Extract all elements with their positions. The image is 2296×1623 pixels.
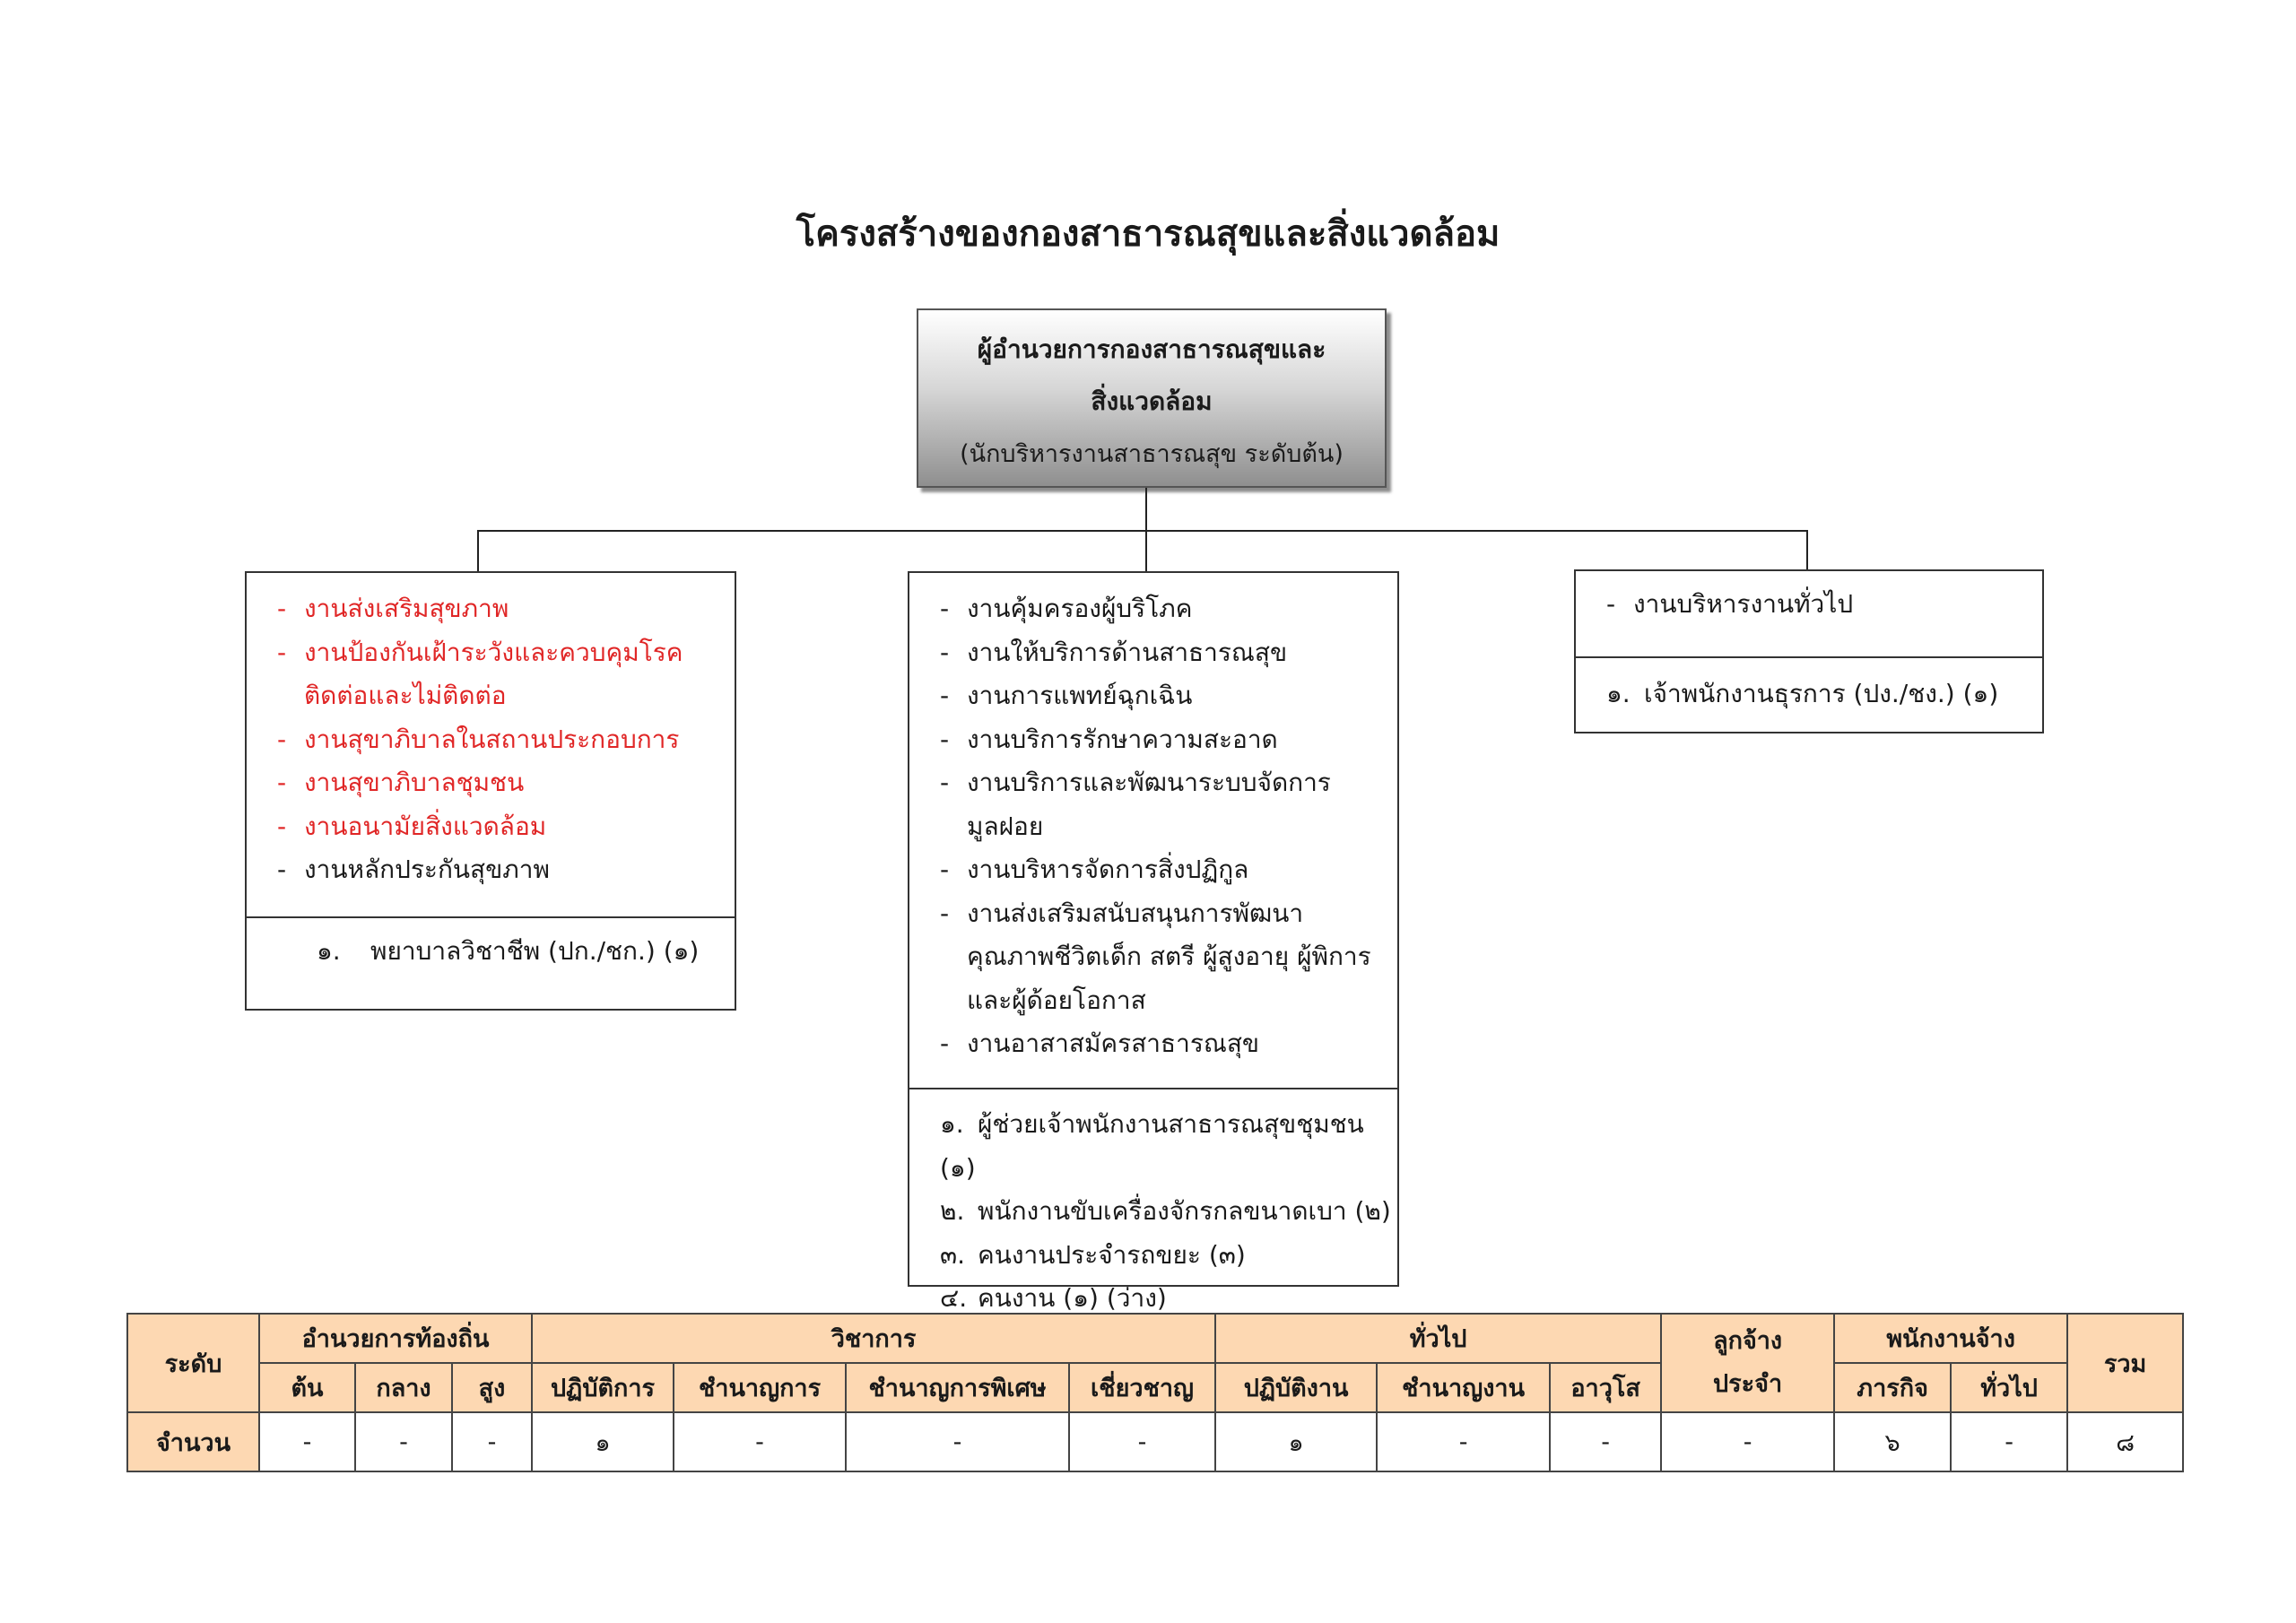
task-item: - งานสุขาภิบาลในสถานประกอบการ <box>277 718 726 762</box>
staff-list-middle <box>940 1103 1397 1321</box>
staff-item <box>1606 673 1998 716</box>
group-header-employee: พนักงานจ้าง <box>1834 1314 2067 1363</box>
subheader-cell: ชำนาญการพิเศษ <box>846 1363 1069 1412</box>
task-item: - งานอนามัยสิ่งแวดล้อม <box>277 805 726 849</box>
task-item: - งานป้องกันเฝ้าระวังและควบคุมโรคติดต่อและไม่ติดต่อ <box>277 631 726 718</box>
task-item: - งานอาสาสมัครสาธารณสุข <box>940 1022 1388 1066</box>
value-cell: - <box>1661 1412 1834 1471</box>
box-divider <box>247 916 735 918</box>
staff-number: ๑. <box>940 1109 964 1139</box>
level-header: ระดับ <box>127 1314 259 1412</box>
subheader-cell: ปฏิบัติงาน <box>1215 1363 1377 1412</box>
task-item: - งานคุ้มครองผู้บริโภค <box>940 587 1388 631</box>
director-position: (นักบริหารงานสาธารณสุข ระดับต้น) <box>960 440 1344 468</box>
value-cell: ๖ <box>1834 1412 1951 1471</box>
subheader-cell: ทั่วไป <box>1951 1363 2067 1412</box>
value-cell: - <box>846 1412 1069 1471</box>
staff-text: พยาบาลวิชาชีพ (ปก./ชก.) (๑) <box>370 936 700 966</box>
staff-text: คนงาน (๑) (ว่าง) <box>978 1283 1167 1313</box>
staff-number: ๓. <box>940 1239 966 1270</box>
task-item: - งานบริหารงานทั่วไป <box>1606 583 2033 627</box>
unit-box-left <box>245 571 736 1011</box>
box-divider <box>909 1088 1397 1089</box>
subheader-cell: เชี่ยวชาญ <box>1069 1363 1215 1412</box>
staff-number: ๔. <box>940 1283 968 1313</box>
subheader-cell: กลาง <box>355 1363 452 1412</box>
task-item: - งานส่งเสริมสนับสนุนการพัฒนาคุณภาพชีวิตเด็ก สตรี ผู้สูงอายุ ผู้พิการและผู้ด้อยโอกาส <box>940 892 1388 1023</box>
group-header-permanent: ลูกจ้างประจำ <box>1661 1314 1834 1412</box>
task-item: - งานให้บริการด้านสาธารณสุข <box>940 631 1388 675</box>
staff-list-left <box>317 930 699 974</box>
task-item: - งานบริหารจัดการสิ่งปฏิกูล <box>940 848 1388 892</box>
subheader-cell: ต้น <box>259 1363 355 1412</box>
value-cell: - <box>1951 1412 2067 1471</box>
staff-summary-table <box>126 1313 2184 1472</box>
task-item: - งานบริการและพัฒนาระบบจัดการมูลฝอย <box>940 761 1388 848</box>
director-title-line1: ผู้อำนวยการกองสาธารณสุขและ <box>977 334 1326 364</box>
director-box <box>917 308 1387 488</box>
unit-box-right <box>1574 569 2044 733</box>
subheader-cell: ชำนาญงาน <box>1377 1363 1550 1412</box>
staff-text: คนงานประจำรถขยะ (๓) <box>978 1239 1246 1270</box>
value-cell: - <box>674 1412 846 1471</box>
value-cell: - <box>1377 1412 1550 1471</box>
connector-right <box>1806 530 1808 570</box>
connector-middle <box>1145 530 1147 572</box>
subheader-cell: ปฏิบัติการ <box>532 1363 674 1412</box>
task-list-middle <box>940 587 1388 1066</box>
staff-item <box>317 930 699 974</box>
subheader-cell: สูง <box>452 1363 532 1412</box>
task-item: - งานหลักประกันสุขภาพ <box>277 848 726 892</box>
value-cell: - <box>452 1412 532 1471</box>
value-cell: - <box>1069 1412 1215 1471</box>
staff-text: พนักงานขับเครื่องจักรกลขนาดเบา (๒) <box>978 1196 1391 1226</box>
staff-item <box>940 1190 1397 1234</box>
value-cell: ๑ <box>532 1412 674 1471</box>
connector-trunk <box>1145 488 1147 531</box>
staff-item <box>940 1103 1397 1190</box>
page-title: โครงสร้างของกองสาธารณสุขและสิ่งแวดล้อม <box>796 213 1500 255</box>
value-cell: ๑ <box>1215 1412 1377 1471</box>
subheader-cell: ภารกิจ <box>1834 1363 1951 1412</box>
box-divider <box>1576 656 2042 658</box>
staff-list-right <box>1606 673 1998 716</box>
value-cell: - <box>1550 1412 1661 1471</box>
task-item: - งานสุขาภิบาลชุมชน <box>277 761 726 805</box>
value-cell: - <box>355 1412 452 1471</box>
group-header-general: ทั่วไป <box>1215 1314 1661 1363</box>
group-header-local-admin: อำนวยการท้องถิ่น <box>259 1314 532 1363</box>
total-header: รวม <box>2067 1314 2183 1412</box>
staff-number: ๑. <box>317 936 341 966</box>
staff-number: ๑. <box>1606 679 1631 708</box>
group-header-academic: วิชาการ <box>532 1314 1215 1363</box>
task-item: - งานส่งเสริมสุขภาพ <box>277 587 726 631</box>
subheader-cell: ชำนาญการ <box>674 1363 846 1412</box>
task-item: - งานบริการรักษาความสะอาด <box>940 718 1388 762</box>
connector-horizontal <box>477 530 1808 532</box>
task-item: - งานการแพทย์ฉุกเฉิน <box>940 674 1388 718</box>
subheader-cell: อาวุโส <box>1550 1363 1661 1412</box>
connector-left <box>477 530 479 572</box>
count-header: จำนวน <box>127 1412 259 1471</box>
staff-text: เจ้าพนักงานธุรการ (ปง./ชง.) (๑) <box>1644 679 1999 708</box>
total-value-cell: ๘ <box>2067 1412 2183 1471</box>
task-list-right <box>1606 583 2033 627</box>
staff-number: ๒. <box>940 1196 965 1226</box>
staff-text: ผู้ช่วยเจ้าพนักงานสาธารณสุขชุมชน (๑) <box>940 1109 1364 1183</box>
task-list-left <box>277 587 726 892</box>
staff-item <box>940 1234 1397 1278</box>
value-cell: - <box>259 1412 355 1471</box>
unit-box-middle <box>908 571 1399 1313</box>
director-title-line2: สิ่งแวดล้อม <box>1091 386 1213 416</box>
